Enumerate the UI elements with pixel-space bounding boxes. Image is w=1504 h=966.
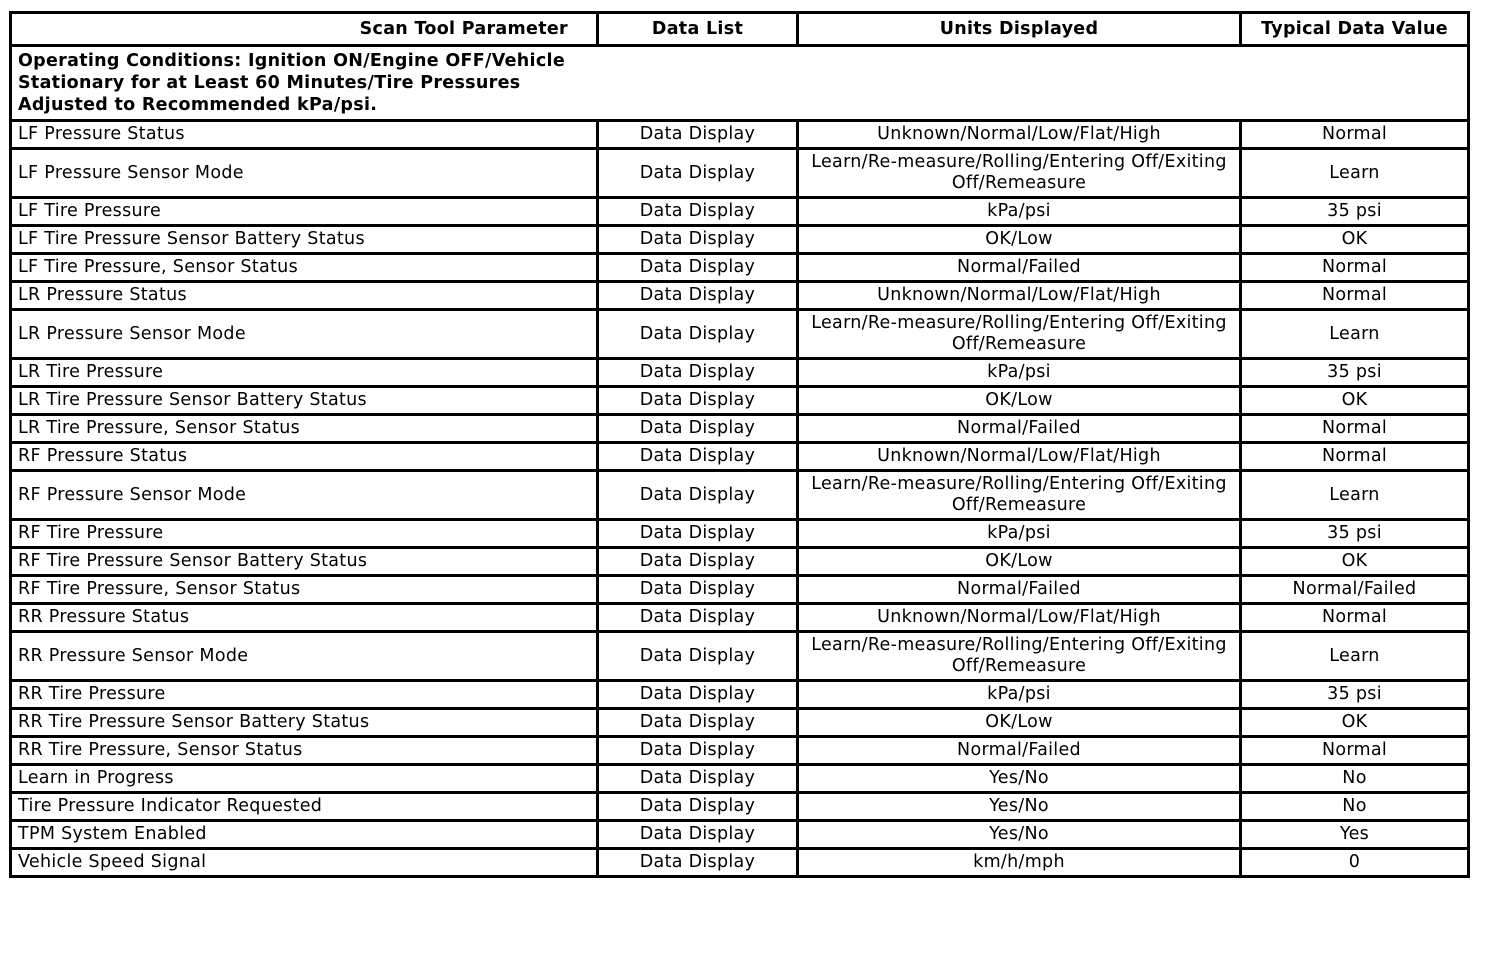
parameter-cell: LR Tire Pressure Sensor Battery Status xyxy=(11,387,598,415)
parameter-cell: LF Tire Pressure, Sensor Status xyxy=(11,254,598,282)
table-row xyxy=(11,632,1469,681)
table-row xyxy=(11,576,1469,604)
typical-value-cell: Normal xyxy=(1241,415,1469,443)
units-cell: kPa/psi xyxy=(798,681,1241,709)
data-list-cell: Data Display xyxy=(598,198,798,226)
typical-value-cell: OK xyxy=(1241,387,1469,415)
table-row xyxy=(11,198,1469,226)
table-row xyxy=(11,548,1469,576)
parameter-cell: LR Pressure Sensor Mode xyxy=(11,310,598,359)
table-row xyxy=(11,387,1469,415)
data-list-cell: Data Display xyxy=(598,520,798,548)
typical-value-cell: Yes xyxy=(1241,821,1469,849)
parameter-cell: Vehicle Speed Signal xyxy=(11,849,598,877)
table-header xyxy=(11,13,1469,46)
data-list-cell: Data Display xyxy=(598,709,798,737)
typical-value-cell: Learn xyxy=(1241,471,1469,520)
parameter-cell: LF Pressure Status xyxy=(11,121,598,149)
typical-value-cell: Normal/Failed xyxy=(1241,576,1469,604)
table-row xyxy=(11,282,1469,310)
units-cell: Normal/Failed xyxy=(798,576,1241,604)
units-cell: Yes/No xyxy=(798,821,1241,849)
table-row xyxy=(11,359,1469,387)
parameter-cell: RF Pressure Status xyxy=(11,443,598,471)
data-list-cell: Data Display xyxy=(598,849,798,877)
typical-value-cell: Normal xyxy=(1241,737,1469,765)
parameter-cell: RR Tire Pressure xyxy=(11,681,598,709)
parameter-cell: LR Pressure Status xyxy=(11,282,598,310)
table-row xyxy=(11,821,1469,849)
table-row xyxy=(11,415,1469,443)
data-list-cell: Data Display xyxy=(598,471,798,520)
units-cell: Learn/Re-measure/Rolling/Entering Off/Exiting Off/Remeasure xyxy=(798,149,1241,198)
units-cell: kPa/psi xyxy=(798,198,1241,226)
typical-value-cell: 0 xyxy=(1241,849,1469,877)
typical-value-cell: 35 psi xyxy=(1241,681,1469,709)
header-units-displayed: Units Displayed xyxy=(798,13,1241,46)
data-list-cell: Data Display xyxy=(598,254,798,282)
typical-value-cell: 35 psi xyxy=(1241,198,1469,226)
header-data-list: Data List xyxy=(598,13,798,46)
table-row xyxy=(11,604,1469,632)
typical-value-cell: Normal xyxy=(1241,121,1469,149)
typical-value-cell: 35 psi xyxy=(1241,359,1469,387)
data-list-cell: Data Display xyxy=(598,765,798,793)
data-list-cell: Data Display xyxy=(598,387,798,415)
typical-value-cell: 35 psi xyxy=(1241,520,1469,548)
parameter-cell: Tire Pressure Indicator Requested xyxy=(11,793,598,821)
table-row xyxy=(11,520,1469,548)
parameter-cell: Learn in Progress xyxy=(11,765,598,793)
units-cell: Normal/Failed xyxy=(798,254,1241,282)
scan-tool-data-table xyxy=(9,11,1470,878)
parameter-cell: RF Tire Pressure xyxy=(11,520,598,548)
parameter-cell: RR Tire Pressure, Sensor Status xyxy=(11,737,598,765)
table-row xyxy=(11,793,1469,821)
parameter-cell: LF Pressure Sensor Mode xyxy=(11,149,598,198)
data-list-cell: Data Display xyxy=(598,121,798,149)
typical-value-cell: Normal xyxy=(1241,282,1469,310)
units-cell: OK/Low xyxy=(798,226,1241,254)
conditions-section xyxy=(11,46,1469,121)
parameter-cell: LR Tire Pressure, Sensor Status xyxy=(11,415,598,443)
operating-conditions: Operating Conditions: Ignition ON/Engine OFF/Vehicle Stationary for at Least 60 Minutes/Tire Pressures Adjusted to Recommended kPa/psi. xyxy=(11,46,1469,121)
table-row xyxy=(11,254,1469,282)
typical-value-cell: No xyxy=(1241,765,1469,793)
data-list-cell: Data Display xyxy=(598,737,798,765)
parameter-cell: RF Tire Pressure Sensor Battery Status xyxy=(11,548,598,576)
table-row xyxy=(11,443,1469,471)
parameter-cell: RR Pressure Status xyxy=(11,604,598,632)
units-cell: kPa/psi xyxy=(798,359,1241,387)
units-cell: OK/Low xyxy=(798,548,1241,576)
data-list-cell: Data Display xyxy=(598,548,798,576)
parameter-cell: RR Tire Pressure Sensor Battery Status xyxy=(11,709,598,737)
data-list-cell: Data Display xyxy=(598,149,798,198)
typical-value-cell: Normal xyxy=(1241,604,1469,632)
table-row xyxy=(11,765,1469,793)
units-cell: km/h/mph xyxy=(798,849,1241,877)
parameter-cell: LF Tire Pressure xyxy=(11,198,598,226)
typical-value-cell: Learn xyxy=(1241,310,1469,359)
data-list-cell: Data Display xyxy=(598,310,798,359)
data-list-cell: Data Display xyxy=(598,282,798,310)
data-list-cell: Data Display xyxy=(598,359,798,387)
data-list-cell: Data Display xyxy=(598,415,798,443)
header-row xyxy=(11,13,1469,46)
data-list-cell: Data Display xyxy=(598,632,798,681)
data-list-cell: Data Display xyxy=(598,793,798,821)
typical-value-cell: OK xyxy=(1241,548,1469,576)
units-cell: kPa/psi xyxy=(798,520,1241,548)
units-cell: Unknown/Normal/Low/Flat/High xyxy=(798,604,1241,632)
units-cell: Unknown/Normal/Low/Flat/High xyxy=(798,443,1241,471)
units-cell: Normal/Failed xyxy=(798,415,1241,443)
table-row xyxy=(11,471,1469,520)
units-cell: Learn/Re-measure/Rolling/Entering Off/Exiting Off/Remeasure xyxy=(798,310,1241,359)
parameter-cell: LR Tire Pressure xyxy=(11,359,598,387)
data-list-cell: Data Display xyxy=(598,226,798,254)
header-typical-data-value: Typical Data Value xyxy=(1241,13,1469,46)
units-cell: Yes/No xyxy=(798,765,1241,793)
units-cell: Unknown/Normal/Low/Flat/High xyxy=(798,121,1241,149)
operating-conditions-row xyxy=(11,46,1469,121)
units-cell: Unknown/Normal/Low/Flat/High xyxy=(798,282,1241,310)
table-row xyxy=(11,709,1469,737)
typical-value-cell: No xyxy=(1241,793,1469,821)
parameter-cell: LF Tire Pressure Sensor Battery Status xyxy=(11,226,598,254)
typical-value-cell: Normal xyxy=(1241,443,1469,471)
header-scan-tool-parameter: Scan Tool Parameter xyxy=(11,13,598,46)
table-row xyxy=(11,681,1469,709)
units-cell: Normal/Failed xyxy=(798,737,1241,765)
units-cell: Learn/Re-measure/Rolling/Entering Off/Exiting Off/Remeasure xyxy=(798,632,1241,681)
table-row xyxy=(11,149,1469,198)
table-row xyxy=(11,849,1469,877)
typical-value-cell: OK xyxy=(1241,709,1469,737)
typical-value-cell: Learn xyxy=(1241,149,1469,198)
parameter-rows xyxy=(11,121,1469,877)
table-row xyxy=(11,121,1469,149)
units-cell: OK/Low xyxy=(798,387,1241,415)
data-list-cell: Data Display xyxy=(598,576,798,604)
data-list-cell: Data Display xyxy=(598,604,798,632)
units-cell: Yes/No xyxy=(798,793,1241,821)
data-list-cell: Data Display xyxy=(598,681,798,709)
table-row xyxy=(11,226,1469,254)
table-row xyxy=(11,310,1469,359)
typical-value-cell: Normal xyxy=(1241,254,1469,282)
parameter-cell: TPM System Enabled xyxy=(11,821,598,849)
data-list-cell: Data Display xyxy=(598,443,798,471)
parameter-cell: RF Pressure Sensor Mode xyxy=(11,471,598,520)
parameter-cell: RR Pressure Sensor Mode xyxy=(11,632,598,681)
data-list-cell: Data Display xyxy=(598,821,798,849)
parameter-cell: RF Tire Pressure, Sensor Status xyxy=(11,576,598,604)
table-row xyxy=(11,737,1469,765)
units-cell: Learn/Re-measure/Rolling/Entering Off/Exiting Off/Remeasure xyxy=(798,471,1241,520)
typical-value-cell: OK xyxy=(1241,226,1469,254)
units-cell: OK/Low xyxy=(798,709,1241,737)
typical-value-cell: Learn xyxy=(1241,632,1469,681)
